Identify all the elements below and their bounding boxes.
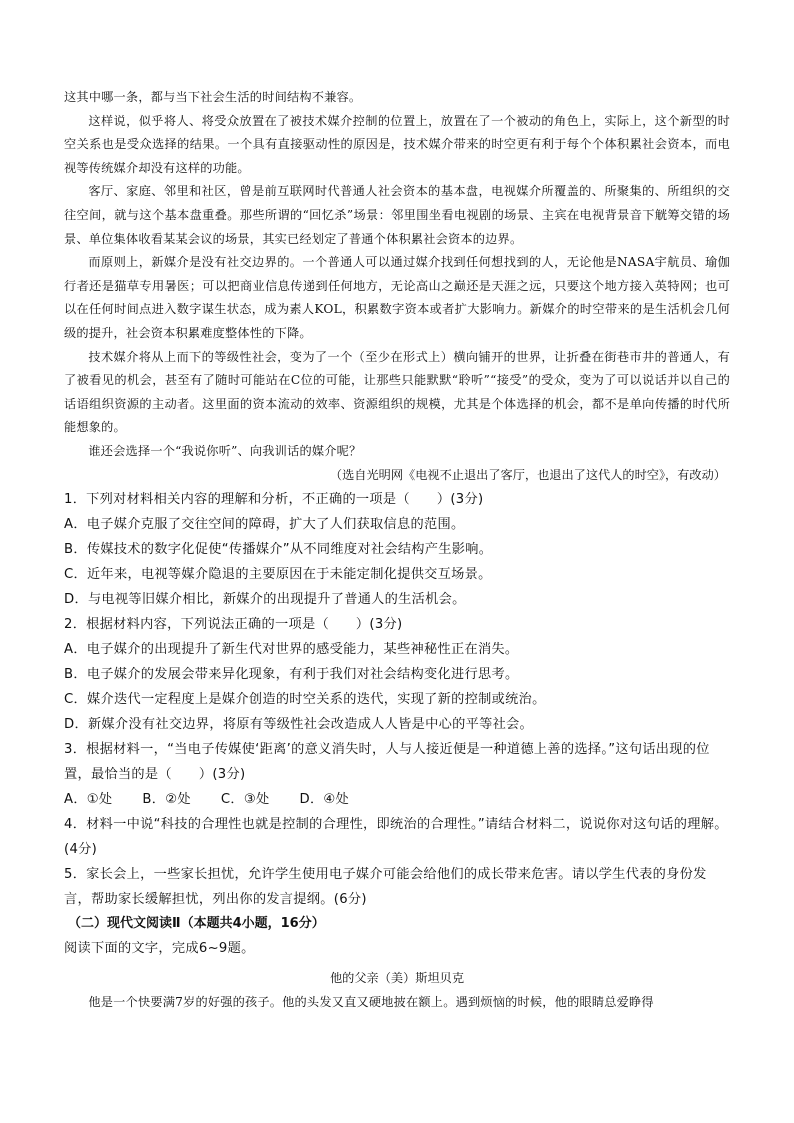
passage-paragraph: 技术媒介将从上而下的等级性社会，变为了一个（至少在形式上）横向铺开的世界，让折叠在街巷市井的普通人，有了被看见的机会，甚至有了随时可能站在C位的可能，让那些只能默默“聆听”“接受”的受众，变为了可以说话并以自己的话语组织资源的主动者。这里面的资本流动的效率、资源组织的规模，尤其是个体选择的机会，都不是单向传播的时代所能想象的。	[64, 349, 730, 435]
q3-options	[64, 787, 730, 812]
section-instruction: 阅读下面的文字，完成6~9题。	[64, 941, 255, 957]
exam-page	[64, 86, 730, 1015]
question-2: 2．根据材料内容，下列说法正确的一项是（ ）(3分)	[64, 617, 403, 633]
passage-line: 这其中哪一条，都与当下社会生活的时间结构不兼容。	[64, 90, 362, 104]
q3-option-a: A．①处	[64, 792, 113, 808]
q1-option-c: C．近年来，电视等媒介隐退的主要原因在于未能定制化提供交互场景。	[64, 567, 492, 583]
q2-option-c: C．媒介迭代一定程度上是媒介创造的时空关系的迭代，实现了新的控制或统治。	[64, 692, 546, 708]
story-title: 他的父亲（美）斯坦贝克	[329, 971, 465, 986]
q1-option-d: D．与电视等旧媒介相比，新媒介的出现提升了普通人的生活机会。	[64, 592, 466, 608]
q1-option-a: A．电子媒介克服了交往空间的障碍，扩大了人们获取信息的范围。	[64, 517, 465, 533]
question-5: 5．家长会上，一些家长担忧，允许学生使用电子媒介可能会给他们的成长带来危害。请以学生代表的身份发言，帮助家长缓解担忧，列出你的发言提纲。(6分)	[64, 867, 707, 908]
question-3: 3．根据材料一，“当电子传媒使‘距离’的意义消失时，人与人接近便是一种道德上善的选择。”这句话出现的位置，最恰当的是（ ）(3分)	[64, 742, 710, 783]
q2-option-a: A．电子媒介的出现提升了新生代对世界的感受能力，某些神秘性正在消失。	[64, 642, 519, 658]
source-citation: （选自光明网《电视不止退出了客厅，也退出了这代人的时空》，有改动）	[329, 467, 726, 482]
q1-option-b: B．传媒技术的数字化促使“传播媒介”从不同维度对社会结构产生影响。	[64, 542, 493, 558]
passage-paragraph: 这样说，似乎将人、将受众放置在了被技术媒介控制的位置上，放置在了一个被动的角色上，实际上，这个新型的时空关系也是受众选择的结果。一个具有直接驱动性的原因是，技术媒介带来的时空更有利于每个个体积累社会资本，而电视等传统媒介却没有这样的功能。	[64, 113, 730, 175]
q3-option-b: B．②处	[142, 792, 191, 808]
q3-option-c: C．③处	[220, 792, 270, 808]
passage-paragraph: 而原则上，新媒介是没有社交边界的。一个普通人可以通过媒介找到任何想找到的人，无论他是NASA宇航员、瑜伽行者还是猫草专用暑医；可以把商业信息传递到任何地方，无论高山之巅还是天涯之远，只要这个地方接入英特网；也可以在任何时间点进入数字谋生状态，成为素人KOL，积累数字资本或者扩大影响力。新媒介的时空带来的是生活机会几何级的提升，社会资本积累难度整体性的下降。	[64, 255, 730, 340]
passage-paragraph: 谁还会选择一个“我说你听”、向我训话的媒介呢？	[88, 443, 362, 458]
q2-option-b: B．电子媒介的发展会带来异化现象，有利于我们对社会结构变化进行思考。	[64, 667, 519, 683]
question-4: 4．材料一中说“科技的合理性也就是控制的合理性，即统治的合理性。”请结合材料二，说说你对这句话的理解。(4分)	[64, 817, 728, 858]
section-heading: （二）现代文阅读Ⅱ（本题共4小题，16分）	[68, 916, 325, 932]
q3-option-d: D．④处	[299, 792, 350, 808]
q2-option-d: D．新媒介没有社交边界，将原有等级性社会改造成人人皆是中心的平等社会。	[64, 717, 534, 733]
passage-paragraph: 客厅、家庭、邻里和社区，曾是前互联网时代普通人社会资本的基本盘，电视媒介所覆盖的、所聚集的、所组织的交往空间，就与这个基本盘重叠。那些所谓的“回忆杀”场景：邻里围坐看电视剧的场景、主宾在电视背景音下觥筹交错的场景、单位集体收看某某会议的场景，其实已经划定了普通个体积累社会资本的边界。	[64, 184, 730, 246]
story-paragraph: 他是一个快要满7岁的好强的孩子。他的头发又直又硬地披在额上。遇到烦恼的时候，他的眼睛总爱睁得	[88, 995, 654, 1010]
question-1: 1．下列对材料相关内容的理解和分析，不正确的一项是（ ）(3分)	[64, 492, 484, 508]
